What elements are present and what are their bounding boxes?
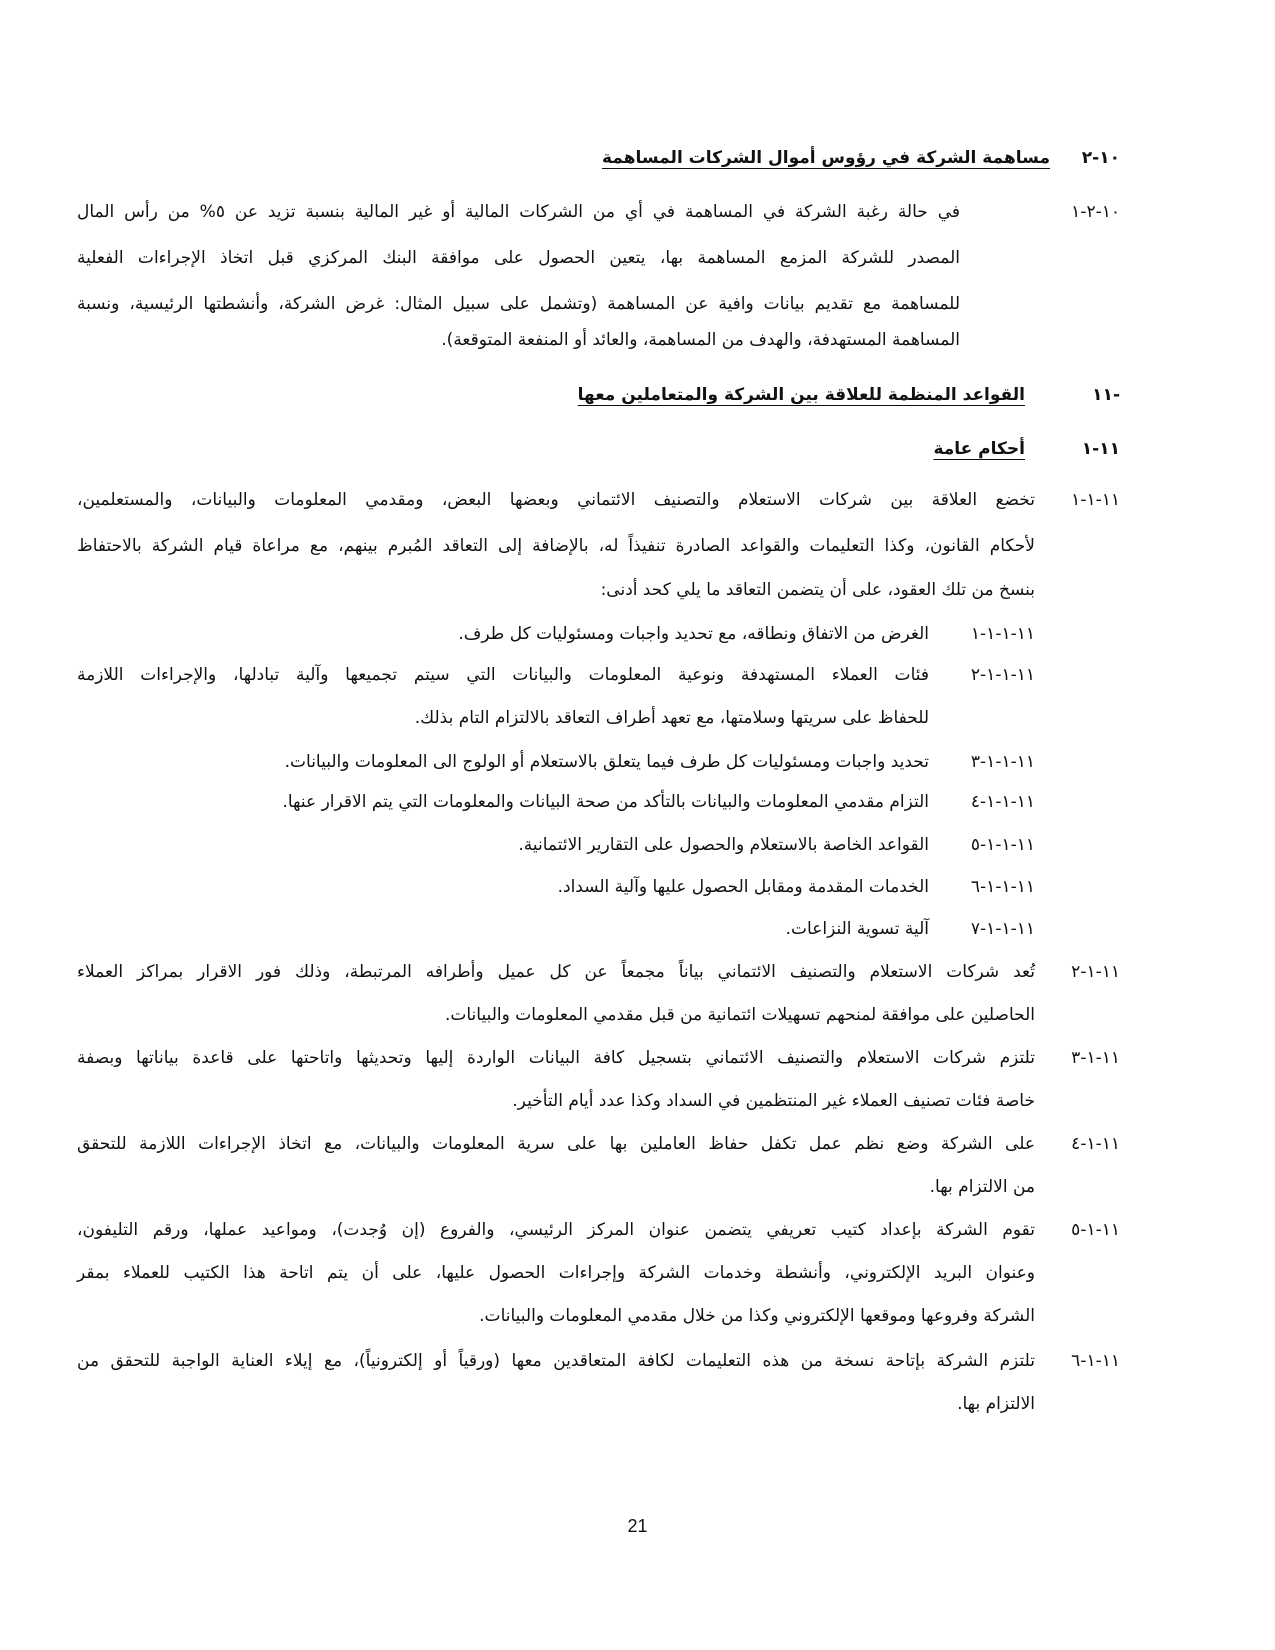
section-number: ١١-١ (1081, 439, 1120, 459)
subclause-line: الخدمات المقدمة ومقابل الحصول عليها وآلية السداد. (557, 877, 929, 897)
clause-line: المساهمة المستهدفة، والهدف من المساهمة، والعائد أو المنفعة المتوقعة). (441, 330, 960, 350)
subclause-number: ١١-١-١-٣ (970, 752, 1035, 772)
clause-line: تلتزم شركات الاستعلام والتصنيف الائتماني بتسجيل كافة البيانات الواردة إليها وتحديثها واتاحتها على قاعدة بياناتها وبصفة (77, 1048, 1035, 1068)
section-heading: أحكام عامة (933, 439, 1025, 459)
subclause-number: ١١-١-١-٤ (970, 792, 1035, 812)
subclause-line: تحديد واجبات ومسئوليات كل طرف فيما يتعلق بالاستعلام أو الولوج الى المعلومات والبيانات. (284, 752, 929, 772)
clause-number: ١١-١-٥ (1071, 1220, 1120, 1240)
subclause-line: آلية تسوية النزاعات. (785, 919, 929, 939)
subclause-number: ١١-١-١-١ (970, 624, 1035, 644)
clause-number: ١٠-٢-١ (1071, 202, 1120, 222)
clause-line: على الشركة وضع نظم عمل تكفل حفاظ العاملين بها على سرية المعلومات والبيانات، مع اتخاذ الإجراءات اللازمة للتحقق (77, 1134, 1035, 1154)
clause-line: المصدر للشركة المزمع المساهمة بها، يتعين الحصول على موافقة البنك المركزي قبل اتخاذ الإجراءات الفعلية (77, 248, 960, 268)
clause-line: الحاصلين على موافقة لمنحهم تسهيلات ائتمانية من قبل مقدمي المعلومات والبيانات. (444, 1005, 1035, 1025)
clause-line: لأحكام القانون، وكذا التعليمات والقواعد الصادرة تنفيذاً له، بالإضافة إلى التعاقد المُبرم بينهم، مع مراعاة قيام الشركة بالاحتفاظ (77, 536, 1035, 556)
subclause-line: فئات العملاء المستهدفة ونوعية المعلومات والبيانات التي سيتم تجميعها وآلية تبادلها، والإجراءات اللازمة (77, 665, 929, 685)
clause-line: من الالتزام بها. (929, 1177, 1035, 1197)
subclause-line: الغرض من الاتفاق ونطاقه، مع تحديد واجبات ومسئوليات كل طرف. (458, 624, 929, 644)
subclause-line: التزام مقدمي المعلومات والبيانات بالتأكد من صحة البيانات والمعلومات التي يتم الاقرار عنها. (282, 792, 929, 812)
clause-number: ١١-١-٦ (1071, 1351, 1120, 1371)
section-heading: القواعد المنظمة للعلاقة بين الشركة والمتعاملين معها (577, 385, 1025, 405)
section-heading: مساهمة الشركة في رؤوس أموال الشركات المساهمة (601, 148, 1050, 168)
subclause-line: القواعد الخاصة بالاستعلام والحصول على التقارير الائتمانية. (518, 835, 929, 855)
clause-line: تقوم الشركة بإعداد كتيب تعريفي يتضمن عنوان المركز الرئيسي، والفروع (إن وُجدت)، ومواعيد عملها، ورقم التليفون، (77, 1220, 1035, 1240)
clause-number: ١١-١-٢ (1071, 962, 1120, 982)
clause-line: تخضع العلاقة بين شركات الاستعلام والتصنيف الائتماني وبعضها البعض، ومقدمي المعلومات والبيانات، والمستعلمين، (77, 490, 1035, 510)
section-number: ١٠-٢ (1081, 148, 1120, 168)
page-number: 21 (627, 1516, 648, 1536)
clause-line: تُعد شركات الاستعلام والتصنيف الائتماني بياناً مجمعاً عن كل عميل وأطرافه المرتبطة، وذلك فور الاقرار بمراكز العملاء (77, 962, 1035, 982)
clause-line: وعنوان البريد الإلكتروني، وأنشطة وخدمات الشركة وإجراءات الحصول عليها، على أن يتم اتاحة هذا الكتيب للعملاء بمقر (77, 1263, 1035, 1283)
subclause-number: ١١-١-١-٢ (970, 665, 1035, 685)
clause-number: ١١-١-١ (1071, 490, 1120, 510)
subclause-line: للحفاظ على سريتها وسلامتها، مع تعهد أطراف التعاقد بالالتزام التام بذلك. (414, 708, 929, 728)
clause-line: في حالة رغبة الشركة في المساهمة في أي من الشركات المالية أو غير المالية بنسبة تزيد عن ٥% من رأس المال (77, 202, 960, 222)
subclause-number: ١١-١-١-٥ (970, 835, 1035, 855)
clause-line: الالتزام بها. (957, 1394, 1035, 1414)
subclause-number: ١١-١-١-٧ (970, 919, 1035, 939)
clause-number: ١١-١-٣ (1071, 1048, 1120, 1068)
clause-number: ١١-١-٤ (1071, 1134, 1120, 1154)
clause-line: تلتزم الشركة بإتاحة نسخة من هذه التعليمات لكافة المتعاقدين معها (ورقياً أو إلكترونياً)، مع إيلاء العناية الواجبة للتحقق من (77, 1351, 1035, 1371)
subclause-number: ١١-١-١-٦ (970, 877, 1035, 897)
clause-line: الشركة وفروعها وموقعها الإلكتروني وكذا من خلال مقدمي المعلومات والبيانات. (479, 1306, 1035, 1326)
section-number: ١١- (1092, 385, 1120, 405)
clause-line: بنسخ من تلك العقود، على أن يتضمن التعاقد ما يلي كحد أدنى: (600, 580, 1035, 600)
clause-line: للمساهمة مع تقديم بيانات وافية عن المساهمة (وتشمل على سبيل المثال: غرض الشركة، وأنشطتها الرئيسية، ونسبة (77, 294, 960, 314)
clause-line: خاصة فئات تصنيف العملاء غير المنتظمين في السداد وكذا عدد أيام التأخير. (512, 1091, 1035, 1111)
